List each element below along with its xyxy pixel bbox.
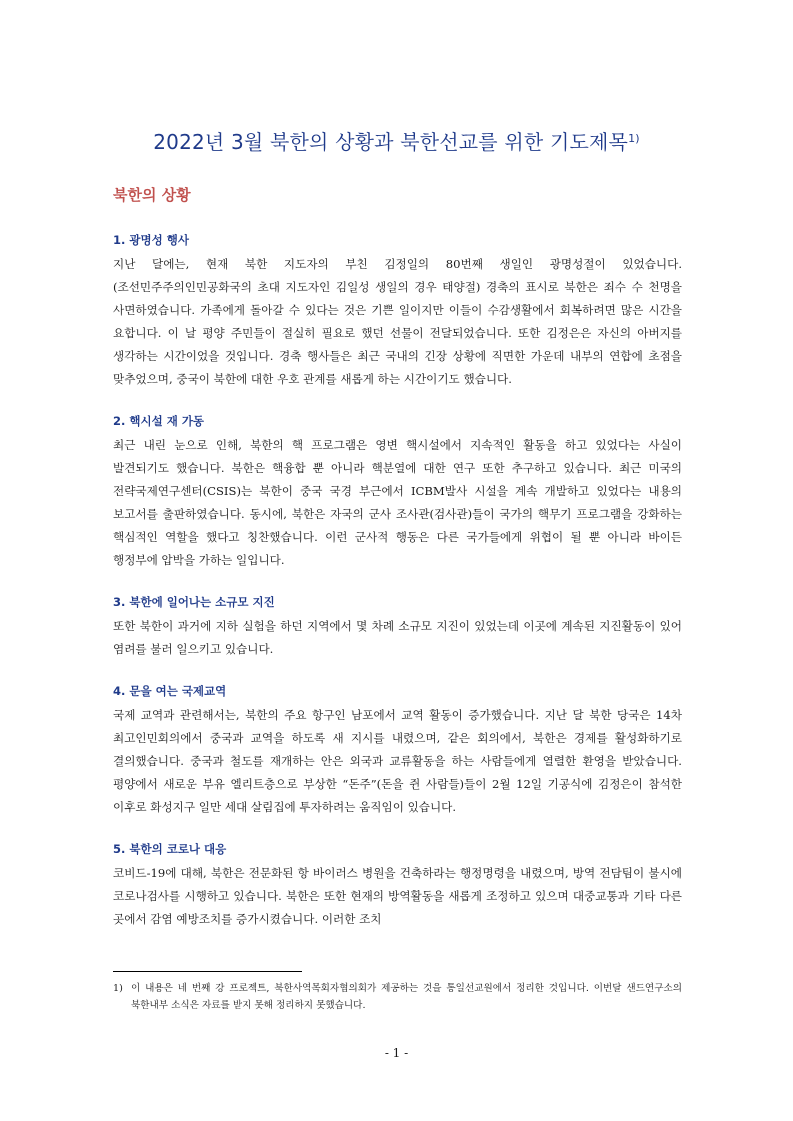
item-title: 3. 북한에 일어나는 소규모 지진 bbox=[113, 595, 275, 609]
item-body: 최근 내린 눈으로 인해, 북한의 핵 프로그램은 영변 핵시설에서 지속적인 활동을 하고 있었다는 사실이 발견되기도 했습니다. 북한은 핵융합 뿐 아니라 핵분열에 대한 연구 또한 추구하고 있습니다. 최근 미국의 전략국제연구센터(CSIS)는 북한이 중국 국경 부근에서 ICBM발사 시설을 계속 개발하고 있었다는 내용의 보고서를 출판하였습니다. 동시에, 북한은 자국의 군사 조사관(검사관)들이 국가의 핵무기 프로그램을 강화하는 핵심적인 역할을 했다고 칭찬했습니다. 이런 군사적 행동은 다른 국가들에게 위협이 될 뿐 아니라 바이든 행정부에 압박을 가하는 일입니다. bbox=[113, 438, 682, 567]
situation-item bbox=[113, 840, 682, 931]
situation-item bbox=[113, 412, 682, 572]
footnote-mark: 1) bbox=[113, 983, 123, 994]
situation-list bbox=[113, 231, 682, 952]
page-number: - 1 - bbox=[384, 1046, 409, 1060]
situation-item bbox=[113, 231, 682, 391]
situation-item bbox=[113, 593, 682, 661]
item-title: 1. 광명성 행사 bbox=[113, 233, 189, 247]
item-body: 국제 교역과 관련해서는, 북한의 주요 항구인 남포에서 교역 활동이 증가했습니다. 지난 달 북한 당국은 14차 최고인민회의에서 중국과 교역을 하도록 새 지시를 내렸으며, 같은 회의에서, 북한은 경제를 활성화하기로 결의했습니다. 중국과 철도를 재개하는 안은 외국과 교류활동을 하는 사람들에게 열렬한 환영을 받았습니다. 평양에서 새로운 부유 엘리트층으로 부상한 “돈주”(돈을 쥔 사람들)들이 2월 12일 기공식에 김정은이 참석한 이후로 화성지구 일만 세대 살림집에 투자하려는 움직임이 있습니다. bbox=[113, 708, 682, 814]
document-title bbox=[0, 126, 793, 155]
item-body: 지난 달에는, 현재 북한 지도자의 부친 김정일의 80번째 생일인 광명성절이 있었습니다. (조선민주주의인민공화국의 초대 지도자인 김일성 생일의 경우 태양절) 경축의 표시로 북한은 죄수 수 천명을 사면하였습니다. 가족에게 돌아갈 수 있다는 것은 기쁜 일이지만 이들이 수감생활에서 회복하려면 많은 시간을 요합니다. 이 날 평양 주민들이 절실히 필요로 했던 선물이 전달되었습니다. 또한 김정은은 자신의 아버지를 생각하는 시간이었을 것입니다. 경축 행사들은 최근 국내의 긴장 상황에 직면한 가운데 내부의 연합에 초점을 맞추었으며, 중국이 북한에 대한 우호 관계를 새롭게 하는 시간이기도 했습니다. bbox=[113, 257, 682, 386]
footnote-text: 이 내용은 네 번째 강 프로젝트, 북한사역목회자협의회가 제공하는 것을 통일선교원에서 정리한 것입니다. 이번달 샌드연구소의 북한내부 소식은 자료를 받지 못해 정리하지 못했습니다. bbox=[131, 983, 682, 1011]
item-title: 4. 문을 여는 국제교역 bbox=[113, 684, 227, 698]
section-heading: 북한의 상황 bbox=[113, 186, 191, 204]
item-title: 2. 핵시설 재 가동 bbox=[113, 414, 205, 428]
item-title: 5. 북한의 코로나 대응 bbox=[113, 842, 227, 856]
situation-item bbox=[113, 682, 682, 819]
title-footnote-mark[interactable]: 1) bbox=[628, 132, 640, 145]
item-body: 코비드-19에 대해, 북한은 전문화된 항 바이러스 병원을 건축하라는 행정명령을 내렸으며, 방역 전담팀이 불시에 코로나검사를 시행하고 있습니다. 북한은 또한 현재의 방역활동을 새롭게 조정하고 있으며 대중교통과 기타 다른 곳에서 감염 예방조치를 증가시켰습니다. 이러한 조치 bbox=[113, 866, 682, 926]
footnote-divider bbox=[113, 971, 302, 972]
item-body: 또한 북한이 과거에 지하 실험을 하던 지역에서 몇 차례 소규모 지진이 있었는데 이곳에 계속된 지진활동이 있어 염려를 불러 일으키고 있습니다. bbox=[113, 619, 682, 656]
document-title-text: 2022년 3월 북한의 상황과 북한선교를 위한 기도제목 bbox=[153, 130, 629, 154]
footnote bbox=[113, 980, 682, 1014]
